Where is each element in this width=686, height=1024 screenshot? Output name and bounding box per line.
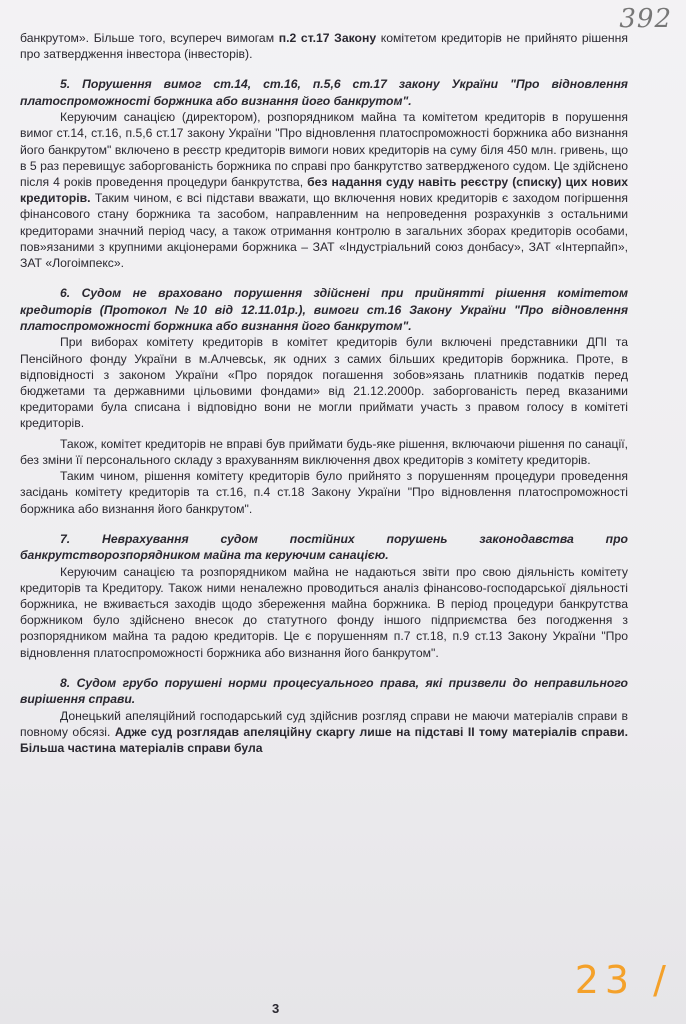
paragraph-6c: Таким чином, рішення комітету кредиторів було прийнято з порушенням процедури проведення засідань комітету кредиторів та ст.16, п.4 ст.18 Закону України "Про відновлення платоспроможності боржника або визнання його банкрутом". — [20, 469, 628, 516]
section-heading-6: 6. Судом не враховано порушення здійснені при прийнятті рішення комітетом кредиторів (Протокол №10 від 12.11.01р.), вимоги ст.16 Закону України "Про відновлення платоспроможності боржника або визнання його банкрутом". — [20, 286, 628, 334]
paragraph-7: Керуючим санацією та розпорядником майна не надаються звіти про свою діяльність комітету кредиторів та Кредитору. Також ними неналежно проводиться аналіз фінансово-господарської діяльності боржника, не вживається заходів щодо збереження майна боржника. В період процедури банкрутства боржником було здійснено внесок до статутного фонду іншого підприємства без погодження з розпорядником майна та радою кредиторів. Це є порушенням п.7 ст.18, п.9 ст.13 Закону України "Про відновлення платоспроможності боржника або визнання його банкрутом". — [20, 564, 628, 660]
paragraph-6a: При виборах комітету кредиторів в комітет кредиторів були включені представники ДПІ та Пенсійного фонду України в м.Алчевськ, як одних з самих більших кредиторів боржника. Проте, в відповідності з законом України «Про порядок погашення зобов»язань платників податків перед бюджетами та державними цільовими фондами» від 21.12.2000р. заборгованість перед вказаними кредиторами була списана і відповідно вони не могли приймати участь з правом голосу в комітеті кредиторів. — [20, 335, 628, 431]
section-heading-5: 5. Порушення вимог ст.14, ст.16, п.5,6 ст.17 закону України "Про відновлення платоспроможності боржника або визнання його банкрутом". — [20, 77, 628, 108]
section-heading-7: 7. Неврахування судом постійних порушень законодавства про банкрутстворозпорядником майна та керуючим санацією. — [20, 531, 628, 563]
paragraph-intro: банкрутом». Більше того, всупереч вимогам п.2 ст.17 Закону комітетом кредиторів не прийнято рішення про затвердження інвестора (інвесторів). — [20, 31, 628, 62]
paragraph-6b: Також, комітет кредиторів не вправі був приймати будь-яке рішення, включаючи рішення по санації, без зміни її персонального складу з врахуванням виключення двох кредиторів з комітету кредиторів. — [20, 436, 628, 467]
document-body — [20, 30, 628, 756]
stamped-sheet-number: 23 / — [574, 958, 672, 1002]
section-heading-8: 8. Судом грубо порушені норми процесуального права, які призвели до неправильного вирішення справи. — [20, 675, 628, 707]
handwritten-page-number: 392 — [619, 4, 672, 34]
page-footer-number: 3 — [272, 1001, 280, 1016]
paragraph-5: Керуючим санацією (директором), розпорядником майна та комітетом кредиторів в порушення вимог ст.14, ст.16, п.5,6 ст.17 закону України "Про відновлення платоспроможності боржника або визнання його банкрутом" включено в реєстр кредиторів вимоги нових кредиторів на суму біля 450 млн. гривень, що в 5 раз перевищує заборгованість боржника по справі про банкрутство затвердженого судом. Це здійснено після 4 років проведення процедури банкрутства, без надання суду навіть реєстру (списку) цих нових кредиторів. Таким чином, є всі підстави вважати, що включення нових кредиторів є заходом погіршення фінансового стану боржника та засобом, направленним на непроведення розрахунків з остальними кредиторами значний період часу, а також отримання контролю в загальних зборах кредиторів особами, пов»язаними з крупними акціонерами боржника – ЗАТ «Індустріальний союз донбасу», ЗАТ «Інтерпайп», ЗАТ «Логоімпекс». — [20, 110, 628, 271]
paragraph-8: Донецький апеляційний господарський суд здійснив розгляд справи не маючи матеріалів справи в повному обсязі. Адже суд розглядав апеляційну скаргу лише на підставі ІІ тому матеріалів справи. Більша частина матеріалів справи була — [20, 708, 629, 755]
